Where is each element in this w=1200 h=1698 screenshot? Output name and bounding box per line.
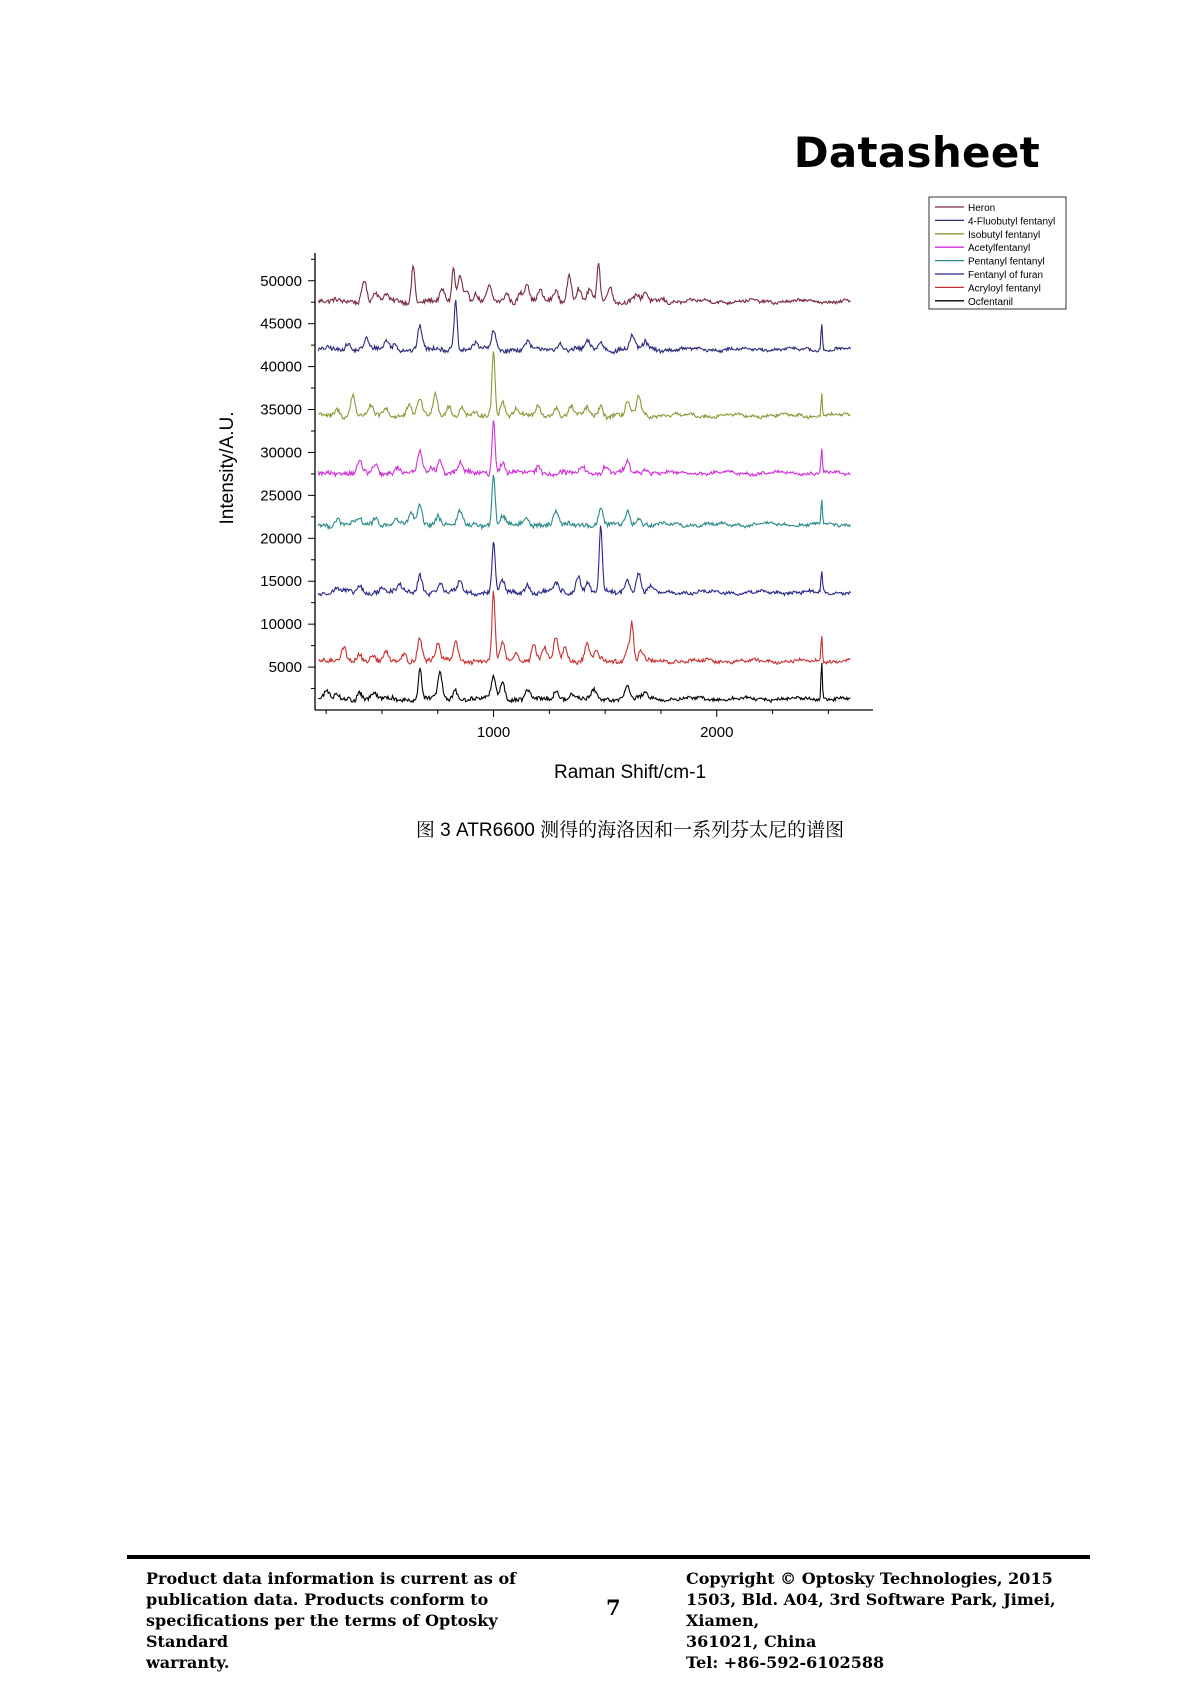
- y-tick-label: 25000: [260, 487, 302, 505]
- series-line: [318, 263, 850, 305]
- legend-entry: Isobutyl fentanyl: [968, 229, 1041, 241]
- page-number: 7: [606, 1595, 621, 1620]
- chart-legend: [929, 197, 1066, 309]
- y-tick-label: 40000: [260, 358, 302, 376]
- footer-copyright-line: Copyright © Optosky Technologies, 2015: [686, 1569, 1053, 1588]
- legend-entry: Ocfentanil: [968, 296, 1014, 308]
- footer-disclaimer-line: warranty.: [146, 1653, 230, 1672]
- series-line: [318, 591, 850, 665]
- footer-disclaimer: [146, 1568, 576, 1673]
- footer-copyright: [686, 1568, 1116, 1673]
- legend-entry: Pentanyl fentanyl: [968, 256, 1045, 268]
- legend-entry: Acetylfentanyl: [968, 243, 1031, 255]
- series-line: [318, 526, 850, 597]
- y-tick-label: 5000: [268, 659, 302, 677]
- plot-area: [260, 253, 873, 741]
- y-axis-label: Intensity/A.U.: [217, 411, 238, 525]
- footer-phone-line: Tel: +86-592-6102588: [686, 1653, 885, 1672]
- series-line: [318, 420, 850, 476]
- y-tick-label: 35000: [260, 401, 302, 419]
- x-axis-label: Raman Shift/cm-1: [553, 762, 707, 783]
- legend-entry: 4-Fluobutyl fentanyl: [968, 216, 1056, 228]
- series-line: [318, 300, 850, 354]
- series-line: [318, 663, 850, 702]
- legend-entry: Acryloyl fentanyl: [968, 283, 1041, 295]
- footer-disclaimer-line: Product data information is current as of: [146, 1569, 517, 1588]
- series-line: [318, 475, 850, 528]
- x-tick-label: 2000: [700, 724, 734, 741]
- footer-address-line: 1503, Bld. A04, 3rd Software Park, Jimei, Xiamen,: [686, 1590, 1056, 1630]
- y-tick-label: 45000: [260, 315, 302, 333]
- footer-disclaimer-line: specifications per the terms of Optosky Standard: [146, 1611, 498, 1651]
- figure-caption: 图 3 ATR6600 测得的海洛因和一系列芬太尼的谱图: [415, 820, 845, 841]
- raman-chart: [200, 195, 1080, 795]
- y-tick-label: 50000: [260, 272, 302, 290]
- x-tick-label: 1000: [476, 724, 511, 741]
- series-line: [318, 351, 850, 419]
- legend-entry: Heron: [968, 203, 996, 214]
- footer-address-line: 361021, China: [686, 1632, 817, 1651]
- footer-divider: [127, 1555, 1090, 1559]
- page-title: Datasheet: [793, 128, 1040, 177]
- y-tick-label: 10000: [260, 616, 302, 634]
- y-tick-label: 15000: [260, 573, 302, 591]
- footer-disclaimer-line: publication data. Products conform to: [146, 1590, 489, 1609]
- y-tick-label: 30000: [260, 444, 302, 462]
- legend-entry: Fentanyl of furan: [968, 270, 1044, 281]
- y-tick-label: 20000: [260, 530, 302, 548]
